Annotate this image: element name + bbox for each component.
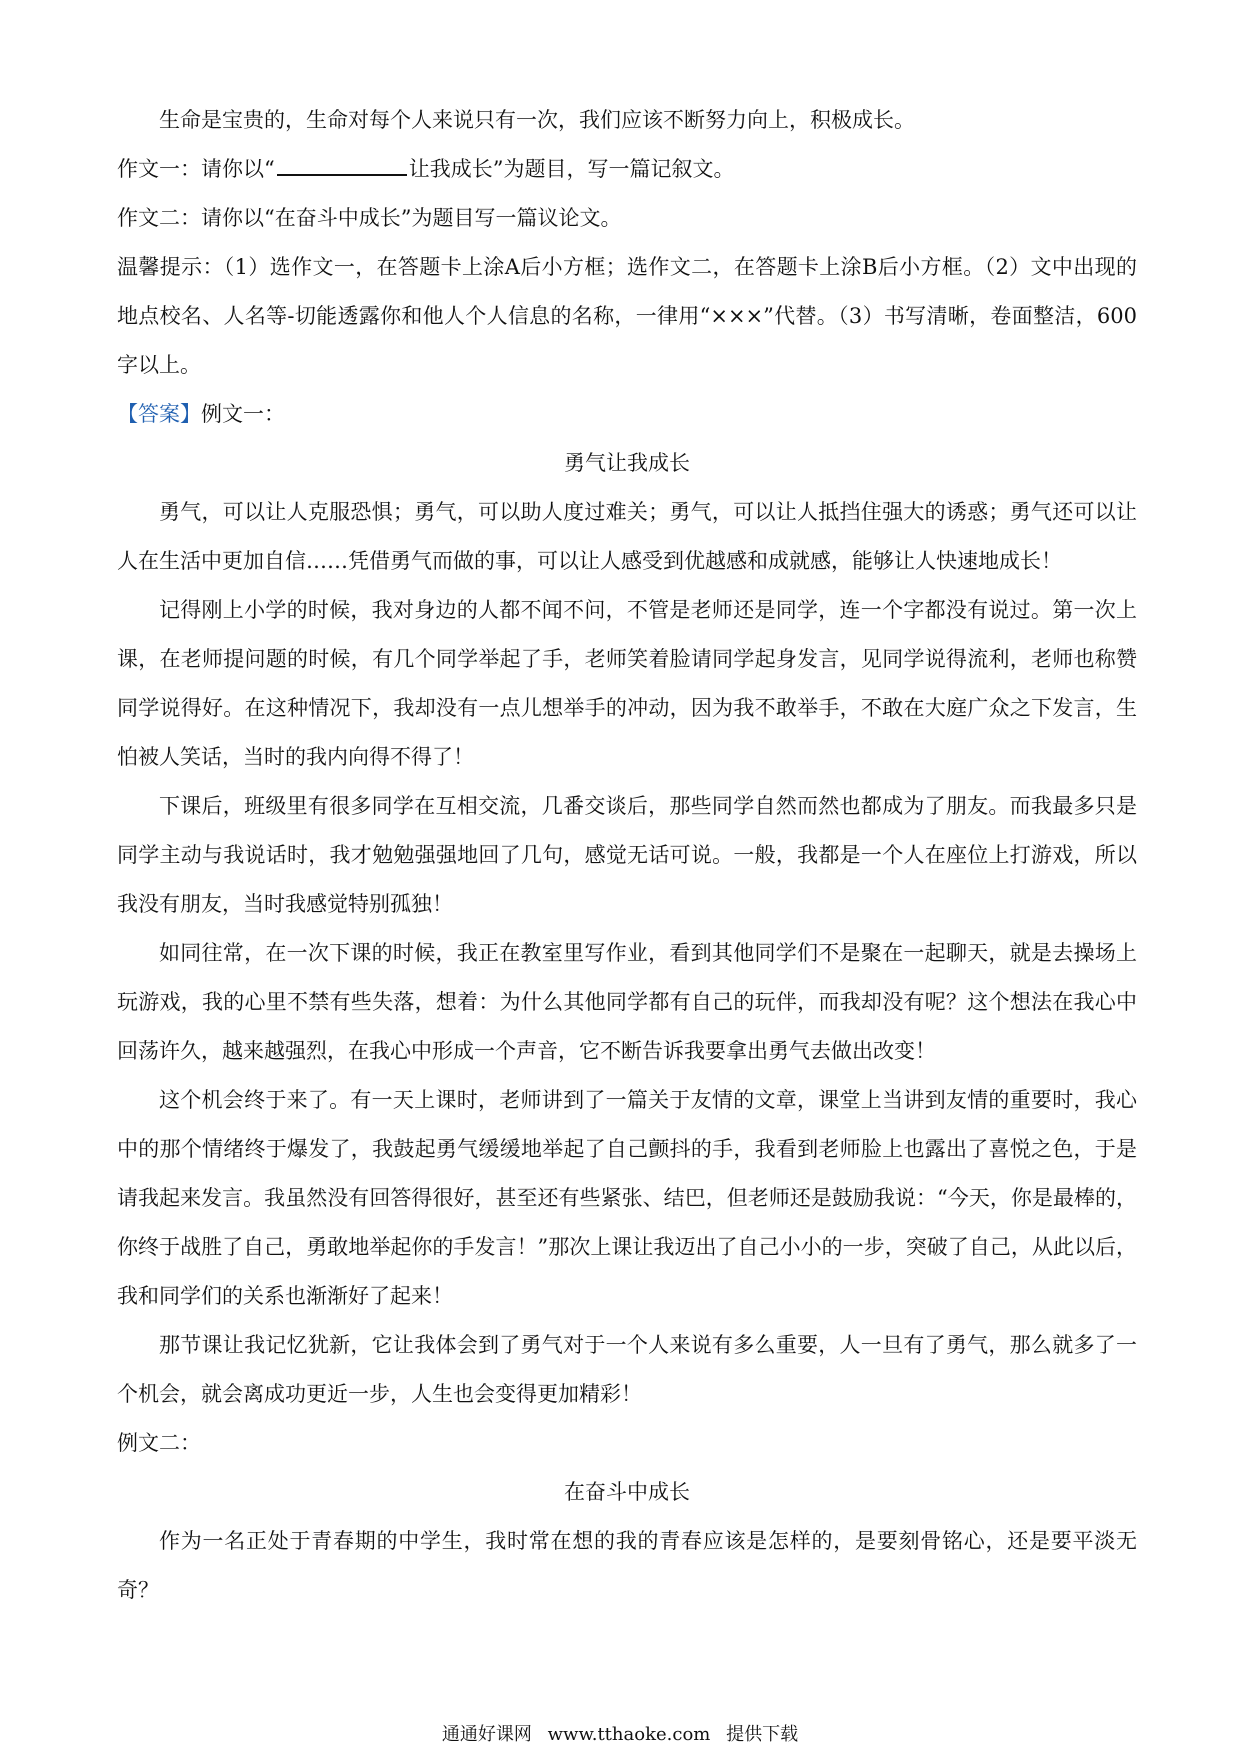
essay-one-paragraph: 如同往常，在一次下课的时候，我正在教室里写作业，看到其他同学们不是聚在一起聊天，就是去操场上玩游戏，我的心里不禁有些失落，想着：为什么其他同学都有自己的玩伴，而我却没有呢？这个想法在我心中回荡许久，越来越强烈，在我心中形成一个声音，它不断告诉我要拿出勇气去做出改变！ <box>117 941 1137 1063</box>
tips-paragraph: 温馨提示：（1）选作文一，在答题卡上涂A后小方框；选作文二，在答题卡上涂B后小方框。（2）文中出现的地点校名、人名等-切能透露你和他人个人信息的名称，一律用“×××”代替。（3）书写清晰，卷面整洁，600字以上。 <box>117 255 1137 377</box>
essay-one-paragraph: 勇气，可以让人克服恐惧；勇气，可以助人度过难关；勇气，可以让人抵挡住强大的诱惑；勇气还可以让人在生活中更加自信……凭借勇气而做的事，可以让人感受到优越感和成就感，能够让人快速地成长！ <box>117 500 1137 573</box>
intro-line: 生命是宝贵的，生命对每个人来说只有一次，我们应该不断努力向上，积极成长。 <box>159 108 915 132</box>
essay-option-one-suffix: 让我成长”为题目，写一篇记叙文。 <box>408 157 735 181</box>
essay-one-title: 勇气让我成长 <box>564 451 690 475</box>
essay-one-paragraph: 记得刚上小学的时候，我对身边的人都不闻不问，不管是老师还是同学，连一个字都没有说过。第一次上课，在老师提问题的时候，有几个同学举起了手，老师笑着脸请同学起身发言，见同学说得流利，老师也称赞同学说得好。在这种情况下，我却没有一点儿想举手的冲动，因为我不敢举手，不敢在大庭广众之下发言，生怕被人笑话，当时的我内向得不得了！ <box>117 598 1137 769</box>
page-footer <box>0 1720 1240 1746</box>
footer-site-name: 通通好课网 <box>441 1724 532 1745</box>
example-two-label: 例文二： <box>117 1431 201 1455</box>
document-page <box>117 96 1137 1615</box>
essay-option-one <box>117 145 1137 194</box>
answer-heading <box>117 390 1137 439</box>
essay-one-paragraph: 下课后，班级里有很多同学在互相交流，几番交谈后，那些同学自然而然也都成为了朋友。而我最多只是同学主动与我说话时，我才勉勉强强地回了几句，感觉无话可说。一般，我都是一个人在座位上打游戏，所以我没有朋友，当时我感觉特别孤独！ <box>117 794 1137 916</box>
essay-one-paragraph: 那节课让我记忆犹新，它让我体会到了勇气对于一个人来说有多么重要，人一旦有了勇气，那么就多了一个机会，就会离成功更近一步，人生也会变得更加精彩！ <box>117 1333 1137 1406</box>
title-blank <box>277 156 407 176</box>
footer-url[interactable]: www.tthaoke.com <box>547 1724 711 1745</box>
essay-two-title: 在奋斗中成长 <box>564 1480 690 1504</box>
essay-option-one-prefix: 作文一：请你以“ <box>117 157 275 181</box>
essay-two-paragraph: 作为一名正处于青春期的中学生，我时常在想的我的青春应该是怎样的，是要刻骨铭心，还是要平淡无奇？ <box>117 1529 1137 1602</box>
essay-option-two: 作文二：请你以“在奋斗中成长”为题目写一篇议论文。 <box>117 206 622 230</box>
essay-one-paragraph: 这个机会终于来了。有一天上课时，老师讲到了一篇关于友情的文章，课堂上当讲到友情的重要时，我心中的那个情绪终于爆发了，我鼓起勇气缓缓地举起了自己颤抖的手，我看到老师脸上也露出了喜悦之色，于是请我起来发言。我虽然没有回答得很好，甚至还有些紧张、结巴，但老师还是鼓励我说：“今天，你是最棒的，你终于战胜了自己，勇敢地举起你的手发言！”那次上课让我迈出了自己小小的一步，突破了自己，从此以后，我和同学们的关系也渐渐好了起来！ <box>117 1088 1137 1308</box>
example-one-label: 例文一： <box>201 402 285 426</box>
footer-suffix: 提供下载 <box>726 1724 799 1745</box>
answer-tag: 【答案】 <box>117 402 201 426</box>
